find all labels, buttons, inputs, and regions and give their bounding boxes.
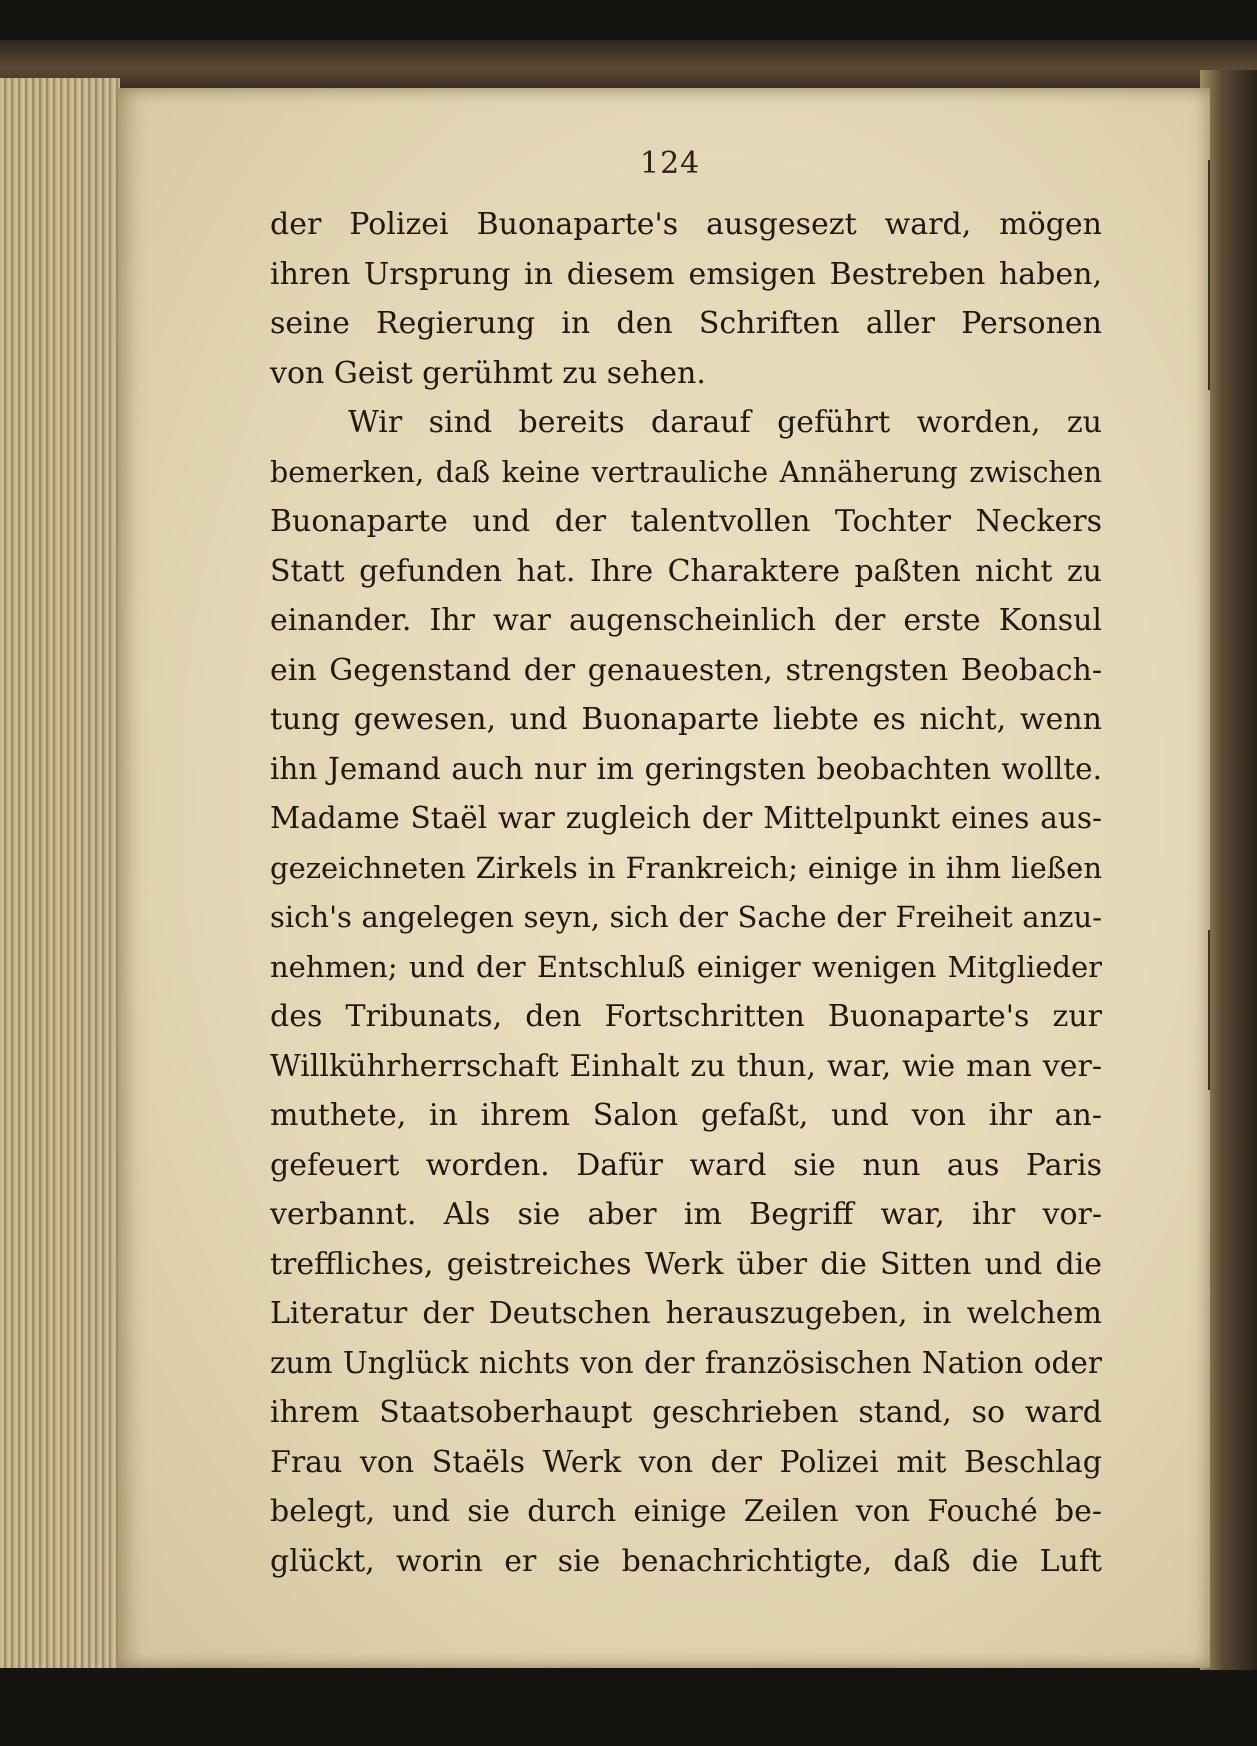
text-line: sich's angelegen seyn, sich der Sache der Freiheit anzu-	[270, 900, 1102, 934]
text-line: Frau von Staëls Werk von der Polizei mit Beschlag	[270, 1444, 1102, 1480]
text-line: verbannt. Als sie aber im Begriff war, ihr vor-	[270, 1197, 1102, 1232]
text-line: glückt, worin er sie benachrichtigte, daß die Luft	[270, 1543, 1102, 1579]
text-line: gezeichneten Zirkels in Frankreich; einige in ihm ließen	[270, 850, 1102, 885]
body-text	[270, 200, 1102, 1586]
text-line: gefeuert worden. Dafür ward sie nun aus Paris	[270, 1147, 1102, 1183]
text-line: der Polizei Buonaparte's ausgesezt ward, mögen	[270, 207, 1102, 242]
margin-rule-mark	[1208, 930, 1210, 1090]
text-line: belegt, und sie durch einige Zeilen von Fouché be-	[270, 1494, 1102, 1529]
page-number: 124	[640, 146, 701, 181]
text-line: ihn Jemand auch nur im geringsten beobachten wollte.	[270, 751, 1102, 786]
book-cover-top-edge	[0, 40, 1257, 88]
text-line: einander. Ihr war augenscheinlich der erste Konsul	[270, 603, 1102, 638]
text-line: treffliches, geistreiches Werk über die Sitten und die	[270, 1246, 1102, 1282]
text-line: Wir sind bereits darauf geführt worden, zu	[348, 405, 1102, 440]
text-line: ihrem Staatsoberhaupt geschrieben stand, so ward	[270, 1395, 1102, 1430]
page-stack-left-edge	[0, 78, 120, 1668]
text-line: bemerken, daß keine vertrauliche Annäherung zwischen	[270, 455, 1102, 489]
text-line: nehmen; und der Entschluß einiger wenigen Mitglieder	[270, 949, 1102, 984]
text-line: ihren Ursprung in diesem emsigen Bestreben haben,	[270, 256, 1102, 292]
text-line: Statt gefunden hat. Ihre Charaktere paßten nicht zu	[270, 553, 1102, 589]
margin-rule-mark	[1208, 160, 1210, 390]
text-line: Madame Staël war zugleich der Mittelpunkt eines aus-	[270, 801, 1102, 835]
text-line: Willkührherrschaft Einhalt zu thun, war, wie man ver-	[270, 1048, 1102, 1084]
text-line: Buonaparte und der talentvollen Tochter Neckers	[270, 504, 1102, 539]
text-line: Literatur der Deutschen herauszugeben, in welchem	[270, 1296, 1102, 1331]
text-line: zum Unglück nichts von der französischen Nation oder	[270, 1345, 1102, 1380]
text-line: des Tribunats, den Fortschritten Buonaparte's zur	[270, 999, 1102, 1034]
text-line: von Geist gerühmt zu sehen.	[270, 355, 706, 391]
text-line: tung gewesen, und Buonaparte liebte es nicht, wenn	[270, 702, 1102, 737]
text-line: seine Regierung in den Schriften aller Personen	[270, 306, 1102, 341]
text-line: muthete, in ihrem Salon gefaßt, und von ihr an-	[270, 1098, 1102, 1133]
text-line: ein Gegenstand der genauesten, strengsten Beobach-	[270, 652, 1102, 688]
